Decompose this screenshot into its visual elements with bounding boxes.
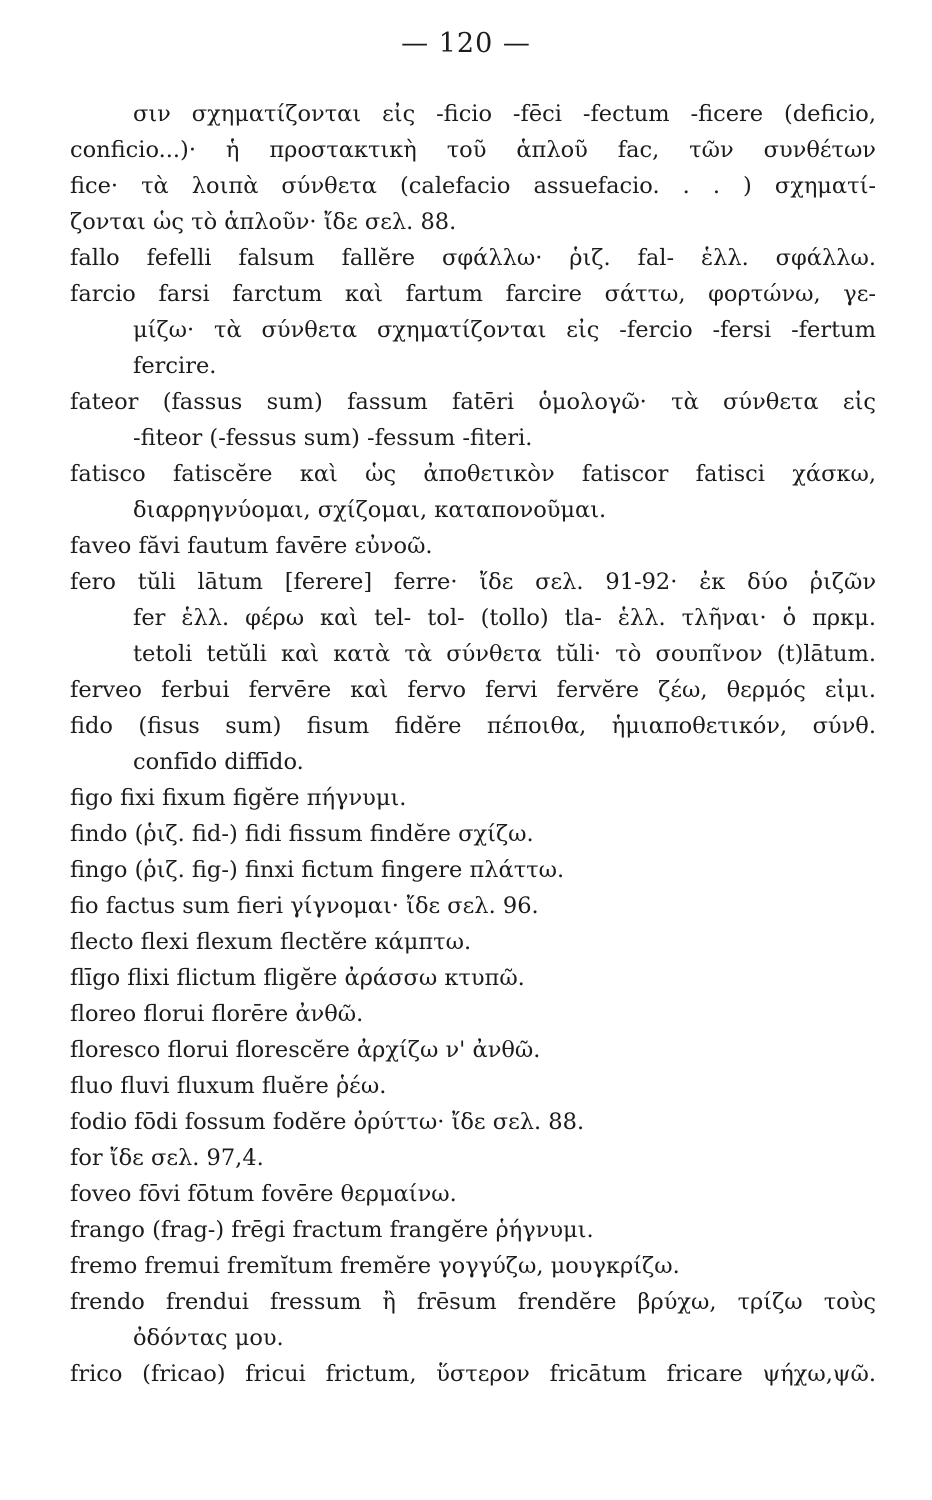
text-line: farcio farsi farctum καὶ fartum farcire σάττω, φορτώνω, γε- [70,281,876,307]
text-line: fodio fōdi fossum fodĕre ὀρύττω· ἴδε σελ. 88. [70,1109,585,1135]
page-number: — 120 — [401,28,531,59]
text-line: frango (frag-) frēgi fractum frangĕre ῥήγνυμι. [70,1217,594,1243]
text-line: fero tŭli lātum [ferere] ferre· ἴδε σελ. 91-92· ἐκ δύο ῥιζῶν [70,569,876,595]
text-line: conficio...)· ἡ προστακτικὴ τοῦ ἁπλοῦ fac, τῶν συνθέτων [70,137,876,163]
text-line: μίζω· τὰ σύνθετα σχηματίζονται εἰς -fercio -fersi -fertum [133,317,876,343]
text-line: ζονται ὡς τὸ ἁπλοῦν· ἴδε σελ. 88. [70,209,457,235]
text-line: ὀδόντας μου. [133,1325,284,1351]
text-line: floresco florui florescĕre ἀρχίζω ν' ἀνθῶ. [70,1037,541,1063]
text-line: fercire. [133,353,217,379]
text-line: διαρρηγνύομαι, σχίζομαι, καταπονοῦμαι. [133,497,607,523]
text-line: flecto flexi flexum flectĕre κάμπτω. [70,929,472,955]
text-line: faveo făvi fautum favēre εὐνοῶ. [70,533,433,559]
text-line: fio factus sum fieri γίγνομαι· ἴδε σελ. 96. [70,893,539,919]
text-line: fido (fisus sum) fisum fidĕre πέποιθα, ἡμιαποθετικόν, σύνθ. [70,713,876,739]
text-line: fluo fluvi fluxum fluĕre ῥέω. [70,1073,387,1099]
text-line: findo (ῥιζ. fid-) fidi fissum findĕre σχίζω. [70,821,534,847]
text-line: fremo fremui fremĭtum fremĕre γογγύζω, μουγκρίζω. [70,1253,680,1279]
text-line: fingo (ῥιζ. fig-) finxi fictum fingere πλάττω. [70,857,565,883]
text-line: fallo fefelli falsum fallĕre σφάλλω· ῥιζ. fal- ἑλλ. σφάλλω. [70,245,876,271]
text-line: frico (fricao) fricui frictum, ὕστερον fricātum fricare ψήχω,ψῶ. [70,1361,876,1387]
text-line: for ἴδε σελ. 97,4. [70,1145,264,1171]
text-line: frendo frendui fressum ἢ frēsum frendĕre βρύχω, τρίζω τοὺς [70,1289,876,1315]
text-line: confīdo diffīdo. [133,749,304,775]
text-line: fateor (fassus sum) fassum fatēri ὁμολογῶ· τὰ σύνθετα εἰς [70,389,876,415]
text-line: ferveo ferbui fervēre καὶ fervo fervi fervĕre ζέω, θερμός εἰμι. [70,677,876,703]
text-line: fice· τὰ λοιπὰ σύνθετα (calefacio assuefacio. . . ) σχηματί- [70,173,876,199]
text-line: fer ἑλλ. φέρω καὶ tel- tol- (tollo) tla- ἑλλ. τλῆναι· ὁ πρκμ. [133,605,876,631]
text-line: foveo fōvi fōtum fovēre θερμαίνω. [70,1181,457,1207]
text-line: -fiteor (-fessus sum) -fessum -fiteri. [133,425,533,451]
text-line: tetoli tetŭli καὶ κατὰ τὰ σύνθετα tŭli· τὸ σουπῖνον (t)lātum. [133,641,876,667]
text-line: flīgo flixi flictum fligĕre ἀράσσω κτυπῶ. [70,965,525,991]
text-line: figo fixi fixum figĕre πήγνυμι. [70,785,407,811]
text-line: fatisco fatiscĕre καὶ ὡς ἀποθετικὸν fatiscor fatisci χάσκω, [70,461,876,487]
dictionary-text [70,96,876,1392]
text-line: floreo florui florēre ἀνθῶ. [70,1001,364,1027]
text-line: σιν σχηματίζονται εἰς -ficio -fēci -fectum -ficere (deficio, [133,101,876,127]
